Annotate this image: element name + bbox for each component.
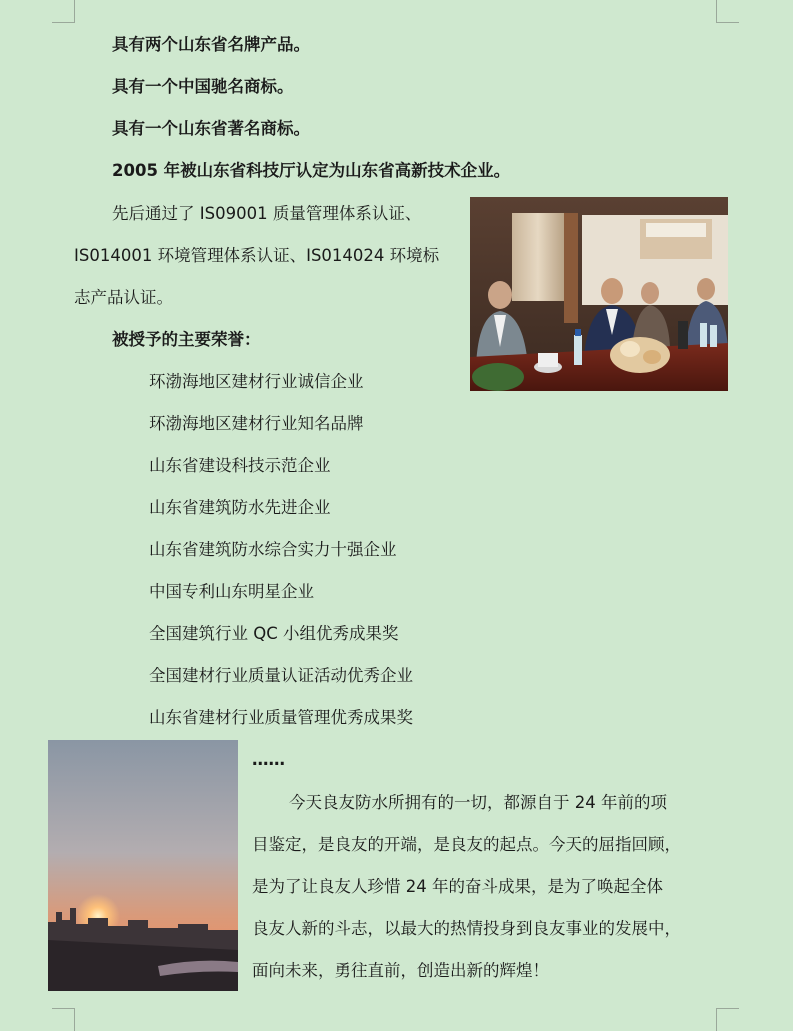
closing-paragraph-line: 是为了让良友人珍惜 24 年的奋斗成果，是为了唤起全体 <box>252 877 663 896</box>
famous-trademark-line: 具有一个中国驰名商标。 <box>112 77 294 96</box>
high-tech-enterprise-line: 2005 年被山东省科技厅认定为山东省高新技术企业。 <box>112 161 511 180</box>
page-corner-mark-top-right <box>716 0 739 23</box>
honor-item: 全国建筑行业 QC 小组优秀成果奖 <box>149 624 399 643</box>
page-corner-mark-top-left <box>52 0 75 23</box>
closing-paragraph-line: 目鉴定，是良友的开端，是良友的起点。今天的屈指回顾， <box>252 835 681 854</box>
page-corner-mark-bottom-right <box>716 1008 739 1031</box>
brand-product-line: 具有两个山东省名牌产品。 <box>112 35 310 54</box>
honor-item: 山东省建设科技示范企业 <box>149 456 331 475</box>
closing-paragraph-line: 面向未来，勇往直前，创造出新的辉煌！ <box>252 961 549 980</box>
sunset-photo <box>48 740 238 991</box>
provincial-trademark-line: 具有一个山东省著名商标。 <box>112 119 310 138</box>
honors-heading: 被授予的主要荣誉： <box>112 330 261 349</box>
certification-paragraph-line: IS014001 环境管理体系认证、IS014024 环境标 <box>74 246 440 265</box>
honor-item: 山东省建筑防水先进企业 <box>149 498 331 517</box>
page-corner-mark-bottom-left <box>52 1008 75 1031</box>
ellipsis: …… <box>252 750 285 769</box>
honor-item: 全国建材行业质量认证活动优秀企业 <box>149 666 413 685</box>
honor-item: 山东省建筑防水综合实力十强企业 <box>149 540 397 559</box>
closing-paragraph-line: 良友人新的斗志，以最大的热情投身到良友事业的发展中， <box>252 919 681 938</box>
certification-paragraph-line: 先后通过了 IS09001 质量管理体系认证、 <box>112 204 422 223</box>
honor-item: 山东省建材行业质量管理优秀成果奖 <box>149 708 413 727</box>
honor-item: 中国专利山东明星企业 <box>149 582 314 601</box>
honor-item: 环渤海地区建材行业知名品牌 <box>149 414 364 433</box>
meeting-photo <box>470 197 728 391</box>
closing-paragraph-line: 今天良友防水所拥有的一切，都源自于 24 年前的项 <box>289 793 667 812</box>
honor-item: 环渤海地区建材行业诚信企业 <box>149 372 364 391</box>
certification-paragraph-line: 志产品认证。 <box>74 288 173 307</box>
